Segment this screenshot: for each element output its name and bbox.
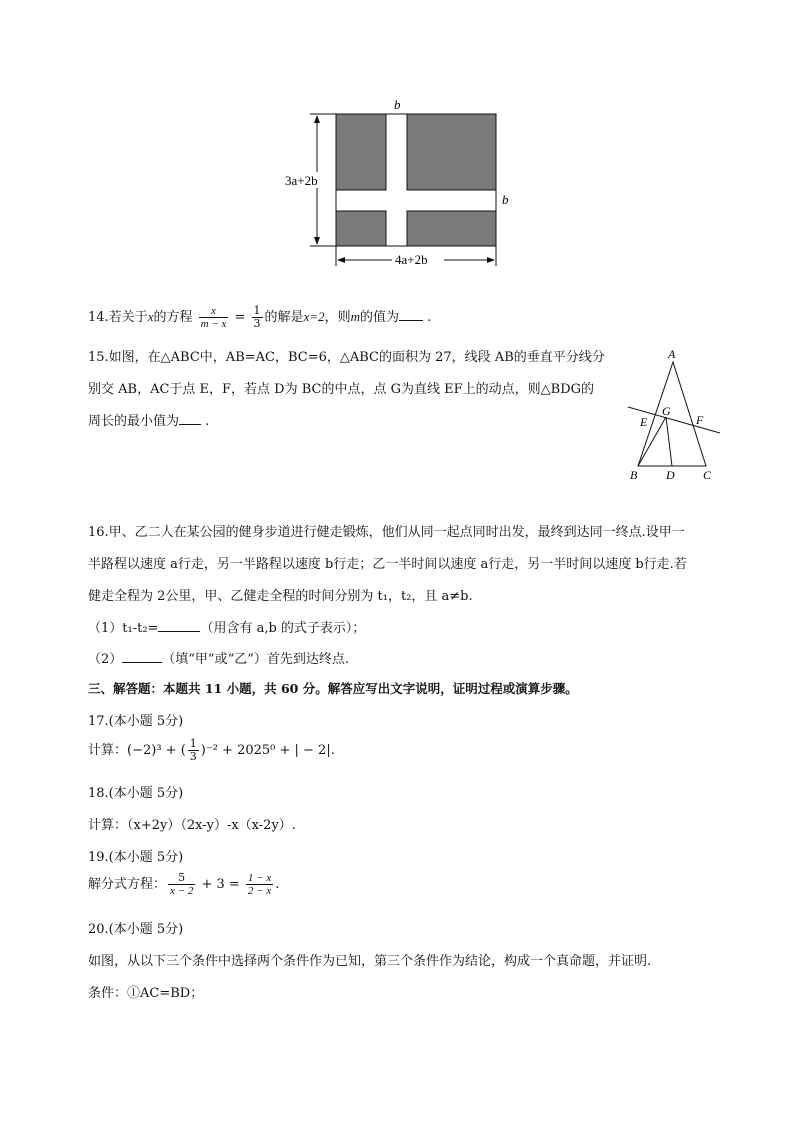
q17-expr-a: (−2)³ + (	[127, 743, 186, 758]
q14-frac2-den: 3	[253, 317, 261, 330]
question-18-heading: 18.(本小题 5分)	[88, 786, 184, 801]
question-16-line-2: 半路程以速度 a行走，另一半路程以速度 b行走；乙一半时间以速度 a行走，另一半时间以速度 b行走.若	[88, 557, 687, 572]
question-15-line-1: 15.如图，在△ABC中，AB=AC，BC=6，△ABC的面积为 27，线段 AB的垂直平分线分	[88, 350, 605, 365]
q14-text-b: 的方程	[153, 310, 193, 325]
section-3-heading: 三、解答题：本题共 11 小题，共 60 分。解答应写出文字说明，证明过程或演算步骤。	[88, 681, 578, 696]
point-b-label: B	[630, 468, 638, 482]
rectangle-cross-figure	[270, 92, 520, 272]
q14-text-d: ，则	[324, 310, 351, 325]
label-right-b: b	[502, 192, 509, 207]
shaded-block-top-left	[336, 114, 386, 190]
q19-f1-num: 5	[168, 872, 195, 885]
question-19-heading: 19.(本小题 5分)	[88, 850, 184, 865]
question-17-heading: 17.(本小题 5分)	[88, 714, 184, 729]
q14-eq: =	[230, 310, 250, 325]
q19-label: 解分式方程：	[88, 877, 167, 892]
q15-text-a: 周长的最小值为	[88, 414, 180, 429]
question-20-line-2: 条件：①AC=BD；	[88, 986, 204, 1001]
q19-f2-num: 1 − x	[247, 872, 272, 884]
point-a-label: A	[668, 347, 676, 361]
question-16-part-2	[88, 648, 349, 667]
q17-expr-b: )⁻² + 2025⁰ + | − 2|.	[200, 743, 335, 758]
q14-answer-blank[interactable]	[399, 320, 423, 321]
q14-var-m: m	[350, 309, 361, 324]
shaded-block-top-right	[407, 114, 496, 190]
point-f-label: F	[696, 413, 704, 427]
q14-fraction	[199, 305, 229, 330]
label-left-height: 3a+2b	[285, 173, 318, 188]
q17-frac-num: 1	[189, 737, 197, 750]
q16-p1-text-a: （1）t₁-t₂=	[88, 621, 159, 636]
q19-fraction-1	[168, 872, 195, 897]
question-18-body: 计算：（x+2y）（2x-y）-x（x-2y）.	[88, 818, 296, 833]
point-d-label: D	[666, 468, 675, 482]
point-e-label: E	[640, 415, 648, 429]
q17-fraction	[188, 738, 199, 763]
question-16-part-1	[88, 617, 365, 636]
q14-frac-den: m − x	[200, 318, 227, 330]
question-20-line-1: 如图，从以下三个条件中选择两个条件作为已知，第三个条件作为结论，构成一个真命题，并证明.	[88, 954, 652, 969]
q14-text-a: 14.若关于	[88, 310, 148, 325]
question-17-expression	[88, 738, 335, 763]
q14-frac-num: x	[199, 305, 229, 318]
question-14	[88, 305, 431, 330]
question-15-line-2: 别交 AB，AC于点 E，F，若点 D为 BC的中点，点 G为直线 EF上的动点，则△BDG的	[88, 382, 594, 397]
q14-frac2-num: 1	[253, 304, 261, 317]
q17-frac-den: 3	[189, 750, 197, 763]
q15-tail: .	[201, 414, 210, 429]
q19-f2-den: 2 − x	[247, 885, 272, 897]
q19-f1-den: x − 2	[170, 885, 194, 897]
question-20-heading: 20.(本小题 5分)	[88, 922, 184, 937]
q14-var-x: x	[147, 309, 154, 324]
q16-p2-answer-blank[interactable]	[122, 662, 162, 663]
q14-tail: .	[423, 310, 432, 325]
q14-solution: x=2	[303, 309, 325, 324]
label-top-b: b	[394, 97, 401, 112]
q16-p1-text-b: （用含有 a,b 的式子表示）；	[200, 621, 366, 636]
q16-p1-answer-blank[interactable]	[158, 631, 200, 632]
question-16-line-1: 16.甲、乙二人在某公园的健身步道进行健走锻炼，他们从同一起点同时出发，最终到达同一终点.设甲一	[88, 525, 685, 540]
q17-label: 计算：	[88, 743, 128, 758]
q19-fraction-2	[246, 872, 273, 897]
label-bottom-width: 4a+2b	[395, 252, 428, 267]
question-15-line-3	[88, 410, 209, 429]
q19-end: .	[275, 877, 280, 892]
point-c-label: C	[703, 468, 712, 482]
point-g-label: G	[662, 404, 671, 418]
q14-text-c: 的解是	[264, 310, 304, 325]
q19-mid: + 3 =	[197, 877, 244, 892]
question-19-equation	[88, 872, 279, 897]
q16-p2-text-b: （填“甲”或“乙”）首先到达终点.	[162, 652, 349, 667]
shaded-block-bottom-left	[336, 211, 386, 246]
triangle-figure	[620, 344, 730, 488]
q15-answer-blank[interactable]	[179, 424, 201, 425]
q14-text-e: 的值为	[360, 310, 400, 325]
question-16-line-3: 健走全程为 2公里，甲、乙健走全程的时间分别为 t₁，t₂，且 a≠b.	[88, 589, 473, 604]
segment-gd	[666, 417, 672, 466]
q14-fraction-2	[252, 305, 263, 330]
q16-p2-text-a: （2）	[88, 652, 123, 667]
shaded-block-bottom-right	[407, 211, 496, 246]
